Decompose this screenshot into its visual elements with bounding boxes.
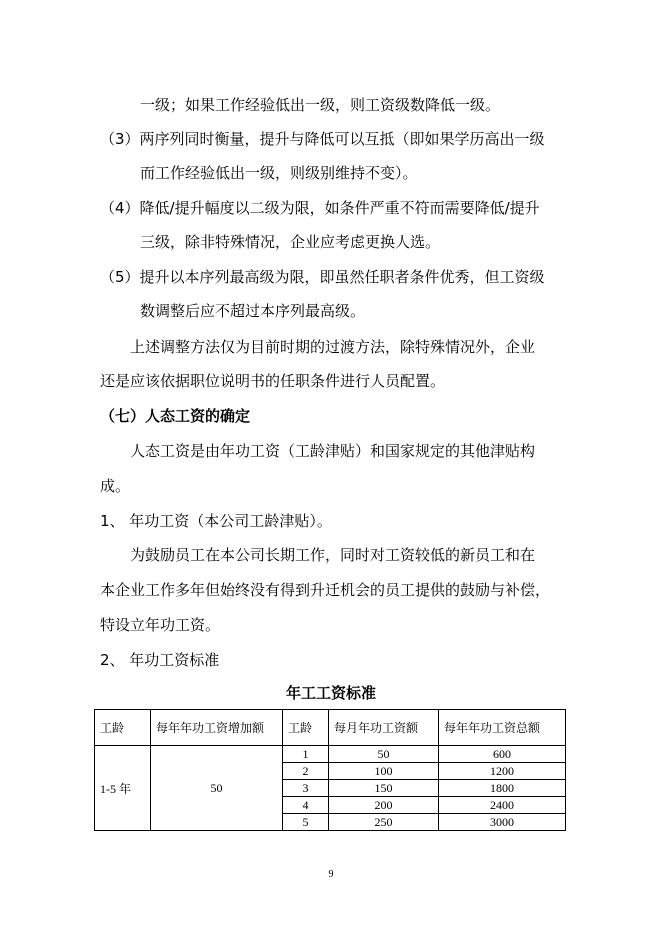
paragraph-line: 为鼓励员工在本公司长期工作，同时对工资较低的新员工和在	[130, 546, 536, 564]
page-number: 9	[328, 869, 334, 880]
header-cell: 每年年功工资增加额	[151, 710, 283, 746]
section-heading: （七）人态工资的确定	[100, 407, 251, 425]
paragraph-line: 还是应该依据职位说明书的任职条件进行人员配置。	[100, 372, 446, 390]
paragraph-line: 而工作经验低出一级，则级别维持不变）。	[140, 164, 418, 182]
paragraph-line: 一级；如果工作经验低出一级，则工资级数降低一级。	[140, 96, 501, 114]
paragraph-line: 成。	[100, 477, 131, 495]
annual-pay-table	[94, 709, 566, 831]
table-cell: 1800	[439, 780, 566, 797]
table-row	[95, 746, 566, 763]
paragraph-line: 数调整后应不超过本序列最高级。	[140, 302, 366, 320]
table-cell: 50	[329, 746, 439, 763]
header-cell: 工龄	[95, 710, 151, 746]
paragraph-line: 三级，除非特殊情况，企业应考虑更换人选。	[140, 233, 441, 251]
annual-increment-cell: 50	[151, 746, 283, 831]
table-cell: 1	[283, 746, 329, 763]
table-header-row	[95, 710, 566, 746]
table-cell: 200	[329, 797, 439, 814]
table-cell: 1200	[439, 763, 566, 780]
table-cell: 250	[329, 814, 439, 831]
paragraph-line: 本企业工作多年但始终没有得到升迁机会的员工提供的鼓励与补偿，	[100, 581, 551, 599]
table-cell: 2400	[439, 797, 566, 814]
table-caption: 年工工资标准	[285, 684, 376, 702]
numbered-heading-2: 2、 年功工资标准	[100, 651, 220, 669]
table-cell: 2	[283, 763, 329, 780]
table-cell: 3000	[439, 814, 566, 831]
list-item-3: （3）两序列同时衡量，提升与降低可以互抵（即如果学历高出一级	[100, 130, 545, 148]
list-item-4: （4）降低/提升幅度以二级为限，如条件严重不符而需要降低/提升	[100, 199, 540, 217]
table-cell: 3	[283, 780, 329, 797]
table-cell: 5	[283, 814, 329, 831]
list-item-5: （5）提升以本序列最高级为限，即虽然任职者条件优秀，但工资级	[100, 268, 545, 286]
header-cell: 工龄	[283, 710, 329, 746]
table-cell: 600	[439, 746, 566, 763]
numbered-heading-1: 1、 年功工资（本公司工龄津贴）。	[100, 512, 332, 530]
seniority-range-cell: 1-5 年	[95, 746, 151, 831]
paragraph-line: 特设立年功工资。	[100, 616, 221, 634]
header-cell: 每月年功工资额	[329, 710, 439, 746]
header-cell: 每年年功工资总额	[439, 710, 566, 746]
table-cell: 150	[329, 780, 439, 797]
table-cell: 100	[329, 763, 439, 780]
paragraph-line: 上述调整方法仅为目前时期的过渡方法，除特殊情况外，企业	[130, 338, 536, 356]
paragraph-line: 人态工资是由年功工资（工龄津贴）和国家规定的其他津贴构	[130, 442, 536, 460]
table-cell: 4	[283, 797, 329, 814]
